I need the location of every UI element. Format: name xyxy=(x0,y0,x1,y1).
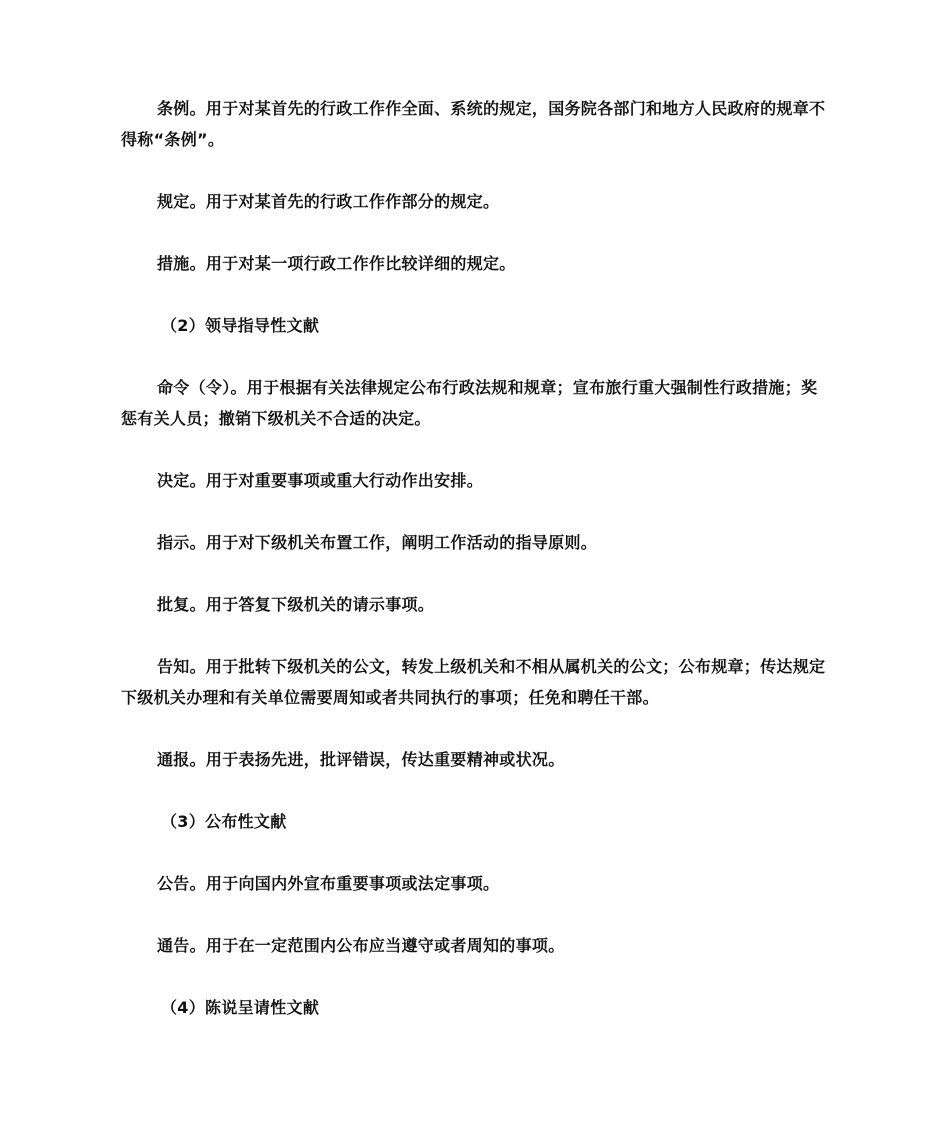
section-heading-3: （3）公布性文献 xyxy=(161,812,287,831)
paragraph-gaozhi: 告知。用于批转下级机关的公文，转发上级机关和不相从属机关的公文；公布规章；传达规定下级机关办理和有关单位需要周知或者共同执行的事项；任免和聘任干部。 xyxy=(121,657,826,707)
paragraph-zhishi: 指示。用于对下级机关布置工作，阐明工作活动的指导原则。 xyxy=(157,533,598,552)
paragraph-pifu: 批复。用于答复下级机关的请示事项。 xyxy=(157,595,435,614)
paragraph-tongbao: 通报。用于表扬先进，批评错误，传达重要精神或状况。 xyxy=(157,750,565,769)
paragraph-jueding: 决定。用于对重要事项或重大行动作出安排。 xyxy=(157,471,484,490)
document-body xyxy=(121,93,833,1054)
paragraph-tiaoli: 条例。用于对某首先的行政工作作全面、系统的规定，国务院各部门和地方人民政府的规章不得称“条例”。 xyxy=(121,99,826,149)
paragraph-cuoshi: 措施。用于对某一项行政工作作比较详细的规定。 xyxy=(157,254,516,273)
paragraph-mingling: 命令（令）。用于根据有关法律规定公布行政法规和规章；宣布旅行重大强制性行政措施；奖惩有关人员；撤销下级机关不合适的决定。 xyxy=(121,378,818,428)
paragraph-tonggao: 通告。用于在一定范围内公布应当遵守或者周知的事项。 xyxy=(157,936,565,955)
section-heading-4: （4）陈说呈请性文献 xyxy=(161,998,320,1017)
paragraph-gonggao: 公告。用于向国内外宣布重要事项或法定事项。 xyxy=(157,874,500,893)
section-heading-2: （2）领导指导性文献 xyxy=(161,316,320,335)
paragraph-guiding: 规定。用于对某首先的行政工作作部分的规定。 xyxy=(157,192,500,211)
